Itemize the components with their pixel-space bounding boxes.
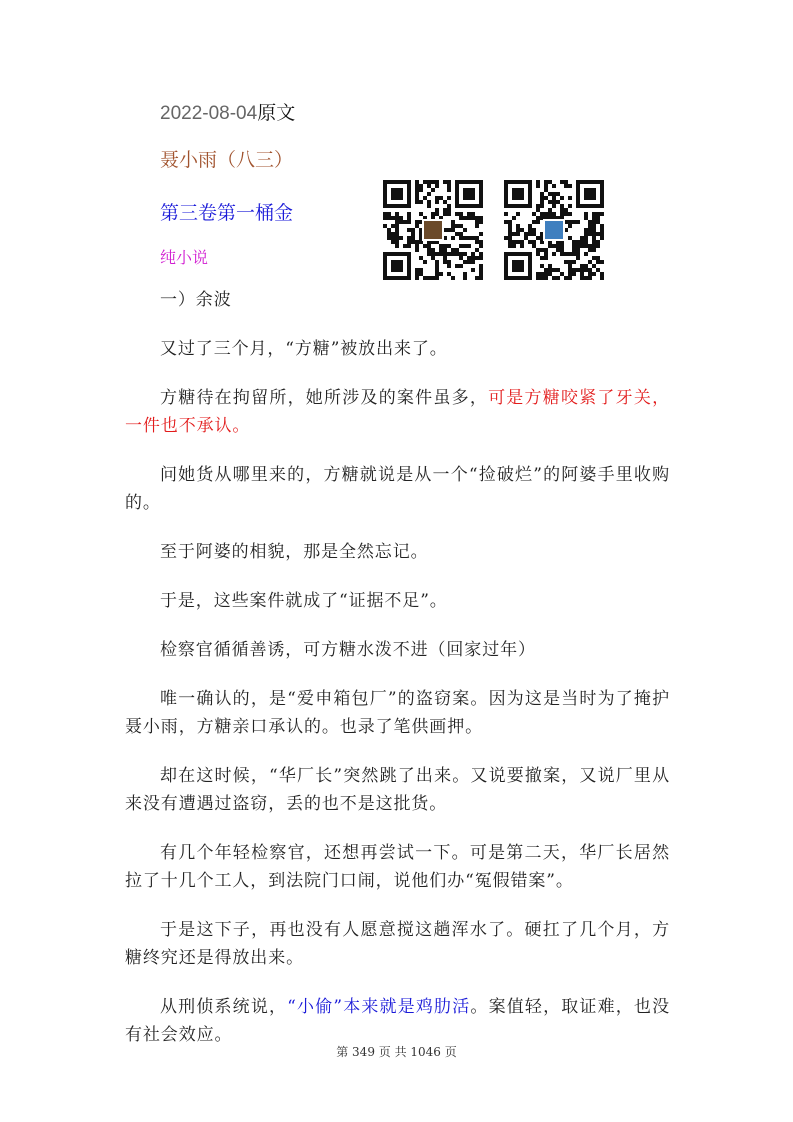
article-body — [125, 286, 670, 1070]
paragraph: 于是，这些案件就成了“证据不足”。 — [160, 591, 448, 611]
paragraph: 问她货从哪里来的，方糖就说是从一个“捡破烂”的阿婆手里收购的。 — [125, 465, 670, 513]
qr-code-right — [504, 180, 604, 280]
paragraph: 从刑侦系统说，“小偷”本来就是鸡肋活。案值轻，取证难，也没有社会效应。 — [125, 997, 670, 1045]
paragraph: 至于阿婆的相貌，那是全然忘记。 — [160, 542, 429, 562]
qr-code-right-image — [504, 180, 604, 280]
genre-tag: 纯小说 — [160, 248, 209, 267]
paragraph: 方糖待在拘留所，她所涉及的案件虽多，可是方糖咬紧了牙关，一件也不承认。 — [125, 388, 671, 436]
red-highlight: 可是方糖咬紧了牙关，一件也不承认。 — [125, 388, 671, 436]
date-text: 2022-08-04 — [160, 103, 258, 124]
paragraph: 却在这时候，“华厂长”突然跳了出来。又说要撤案，又说厂里从来没有遭遇过盗窃，丢的也不是这批货。 — [125, 766, 670, 814]
paragraph: 检察官循循善诱，可方糖水泼不进（回家过年） — [160, 640, 536, 660]
section-heading: 一）余波 — [160, 290, 232, 310]
author-title: 聂小雨（八三） — [160, 149, 294, 171]
qr-center-logo — [544, 220, 564, 240]
original-text-label: 原文 — [257, 102, 296, 124]
page-footer: 第 349 页 共 1046 页 — [336, 1045, 457, 1059]
blue-highlight: “小偷”本来就是鸡肋活 — [287, 997, 471, 1017]
qr-code-left — [383, 180, 483, 280]
qr-code-left-image — [383, 180, 483, 280]
qr-center-logo — [423, 220, 443, 240]
volume-title: 第三卷第一桶金 — [160, 202, 294, 224]
paragraph: 于是这下子，再也没有人愿意搅这趟浑水了。硬扛了几个月，方糖终究还是得放出来。 — [125, 920, 670, 968]
date-line — [160, 100, 295, 127]
paragraph: 有几个年轻检察官，还想再尝试一下。可是第二天，华厂长居然拉了十几个工人，到法院门口闹，说他们办“冤假错案”。 — [125, 843, 670, 891]
paragraph: 又过了三个月，“方糖”被放出来了。 — [160, 339, 448, 359]
paragraph: 唯一确认的，是“爱申箱包厂”的盗窃案。因为这是当时为了掩护聂小雨，方糖亲口承认的。也录了笔供画押。 — [125, 689, 670, 737]
